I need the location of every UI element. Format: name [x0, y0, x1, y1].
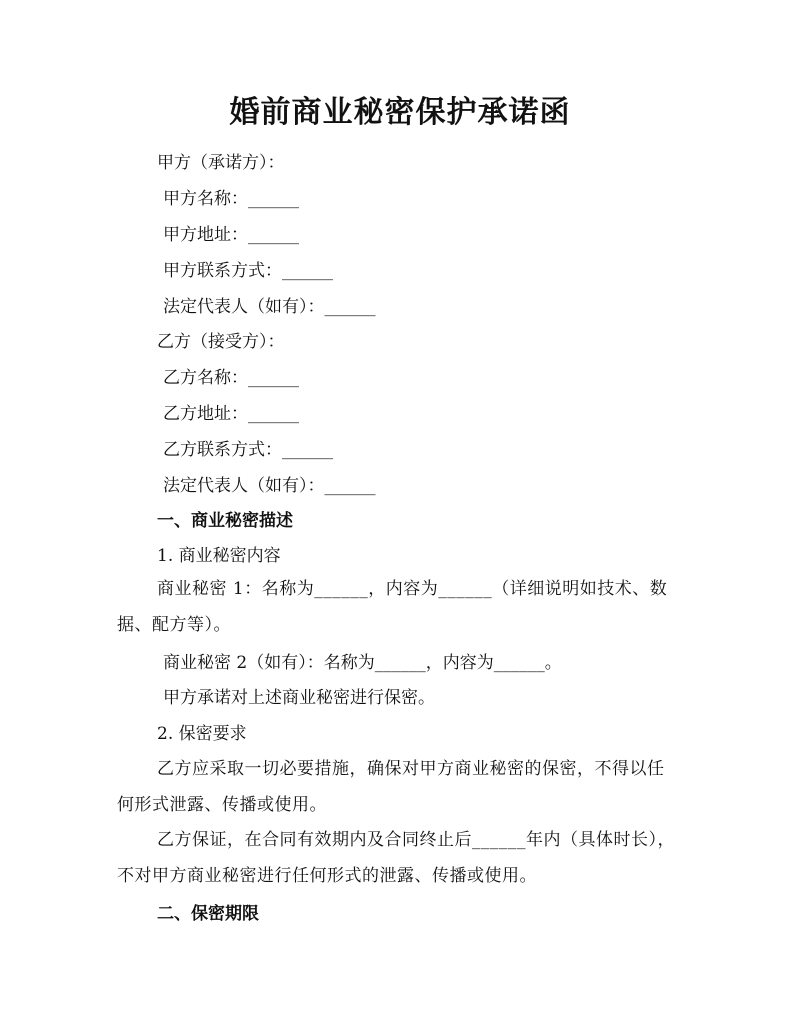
section-1-heading: 一、商业秘密描述 [157, 511, 293, 531]
section-2-heading: 二、保密期限 [157, 904, 259, 924]
requirement-1-paragraph: 乙方应采取一切必要措施，确保对甲方商业秘密的保密，不得以任何形式泄露、传播或使用。 [117, 759, 665, 815]
secret-1-paragraph: 商业秘密 1：名称为______，内容为______（详细说明如技术、数据、配方等）。 [117, 579, 668, 635]
section-1-sub-1: 1. 商业秘密内容 [157, 546, 281, 566]
secret-2-paragraph: 商业秘密 2（如有）：名称为______，内容为______。 [163, 653, 562, 673]
section-1-sub-2: 2. 保密要求 [157, 724, 247, 744]
party-a-header: 甲方（承诺方）： [157, 153, 285, 173]
party-b-representative: 法定代表人（如有）：______ [163, 476, 376, 496]
party-a-contact: 甲方联系方式：______ [163, 261, 333, 281]
party-a-address: 甲方地址：______ [163, 225, 299, 245]
party-b-name: 乙方名称：______ [163, 368, 299, 388]
party-b-header: 乙方（接受方）： [157, 332, 285, 352]
party-b-address: 乙方地址：______ [163, 404, 299, 424]
document-title: 婚前商业秘密保护承诺函 [229, 95, 571, 130]
party-b-contact: 乙方联系方式：______ [163, 440, 333, 460]
requirement-2-paragraph: 乙方保证，在合同有效期内及合同终止后______年内（具体时长），不对甲方商业秘密进行任何形式的泄露、传播或使用。 [117, 830, 675, 886]
party-a-representative: 法定代表人（如有）：______ [163, 297, 376, 317]
promise-paragraph: 甲方承诺对上述商业秘密进行保密。 [163, 688, 435, 708]
party-a-name: 甲方名称：______ [163, 189, 299, 209]
